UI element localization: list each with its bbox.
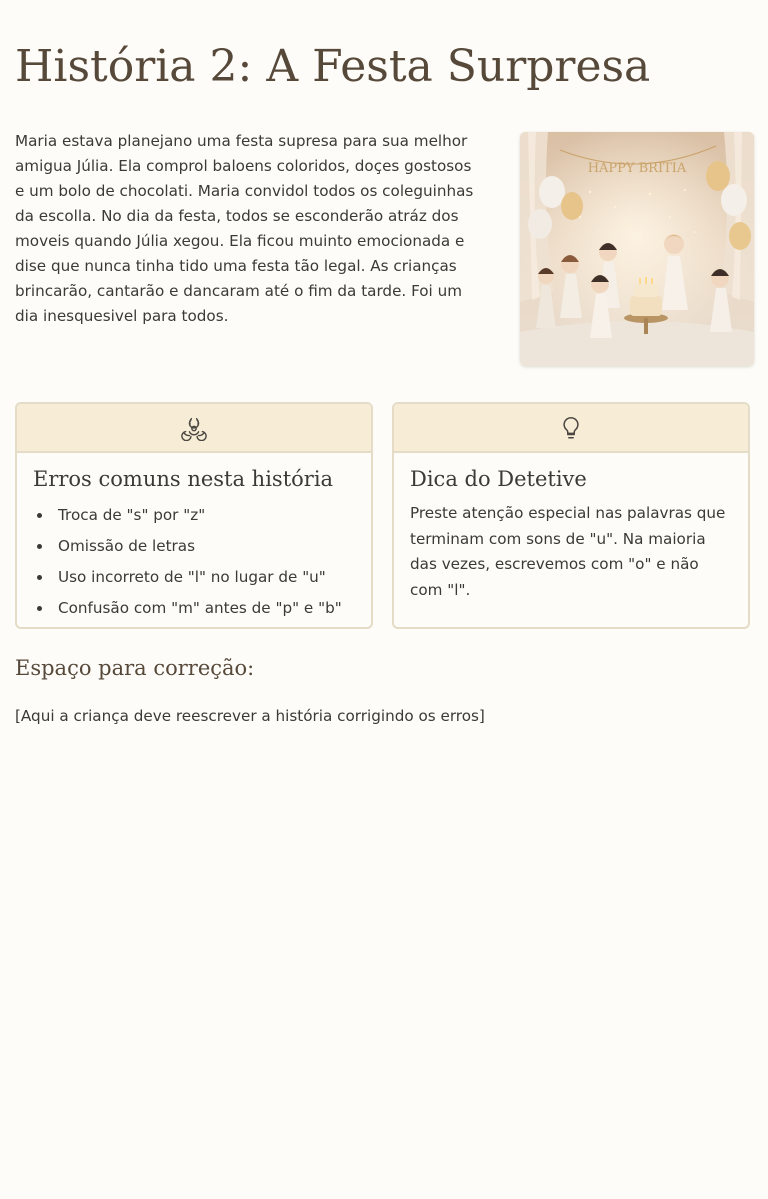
common-errors-title: Erros comuns nesta história: [33, 467, 334, 491]
detective-tip-text: Preste atenção especial nas palavras que terminam com sons de "u". Na maioria das vezes, escrevemos com "o" e não com "l".: [410, 504, 726, 599]
list-item: Uso incorreto de "l" no lugar de "u": [33, 562, 342, 593]
detective-tip-card: [392, 402, 750, 629]
party-illustration: [520, 132, 754, 366]
page-title: História 2: A Festa Surpresa: [15, 41, 651, 92]
detective-tip-card-header: [394, 404, 748, 453]
lightbulb-icon: [558, 415, 584, 441]
story-text: Maria estava planejano uma festa supresa para sua melhor amigua Júlia. Ela comprol baloens coloridos, doçes gostosos e um bolo de chocolati. Maria convidol todos os coleguinhas da escolla. No dia da festa, todos se esconderão atráz dos moveis quando Júlia xegou. Ela ficou muinto emocionada e dise que nunca tinha tido uma festa tão legal. As crianças brincarão, cantarão e dancaram até o fim da tarde. Foi um dia inesquesivel para todos.: [15, 132, 474, 325]
correction-area[interactable]: [Aqui a criança deve reescrever a história corrigindo os erros]: [15, 707, 485, 725]
list-item: Omissão de letras: [33, 531, 342, 562]
common-errors-card-header: [17, 404, 371, 453]
list-item: Confusão com "m" antes de "p" e "b": [33, 593, 342, 624]
list-item: Troca de "s" por "z": [33, 500, 342, 531]
detective-tip-title: Dica do Detetive: [410, 467, 587, 491]
common-errors-list: [33, 500, 342, 624]
common-errors-card: [15, 402, 373, 629]
biohazard-icon: [181, 415, 207, 441]
correction-heading: Espaço para correção:: [15, 656, 255, 680]
banner-text: HAPPY BRITIA: [587, 161, 687, 176]
